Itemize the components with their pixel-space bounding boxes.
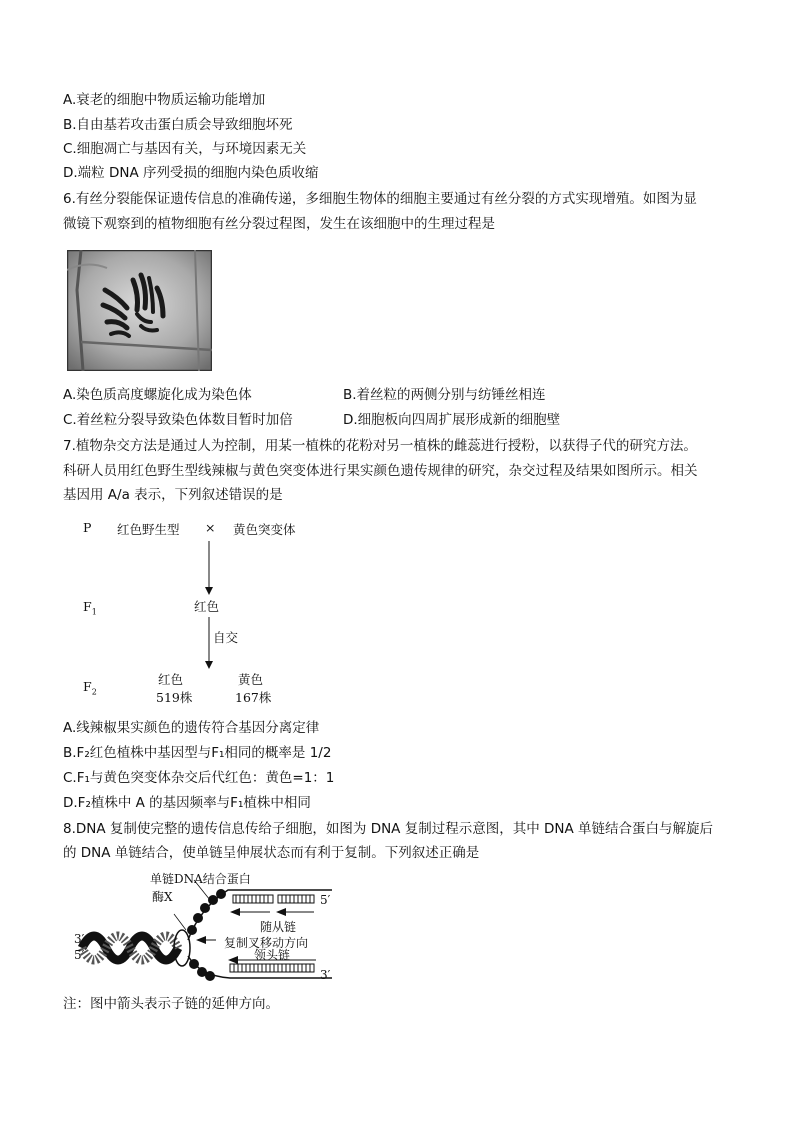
q5-option-b: B.自由基若攻击蛋白质会导致细胞坏死 (63, 117, 293, 133)
ssb-label: 单链DNA结合蛋白 (150, 872, 251, 886)
f2-yellow-count: 167株 (235, 690, 272, 705)
double-helix (82, 936, 178, 960)
cross-diagram (75, 515, 305, 707)
q5-option-c: C.细胞凋亡与基因有关，与环境因素无关 (63, 141, 307, 157)
q7-option-c: C.F₁与黄色突变体杂交后代红色：黄色=1：1 (63, 770, 335, 786)
q7-option-d: D.F₂植株中 A 的基因频率与F₁植株中相同 (63, 795, 311, 811)
q8-figure-note: 注：图中箭头表示子链的延伸方向。 (63, 996, 279, 1012)
q6-option-d: D.细胞板向四周扩展形成新的细胞壁 (343, 412, 561, 428)
end-5prime-left: 5′ (74, 948, 85, 962)
f2-yellow-label: 黄色 (238, 672, 264, 687)
f1-phenotype-red: 红色 (194, 599, 220, 614)
f2-red-count: 519株 (156, 690, 193, 705)
q6-stem-line1: 6.有丝分裂能保证遗传信息的准确传递，多细胞生物体的细胞主要通过有丝分裂的方式实现增殖。如图为显 (63, 191, 697, 207)
f2-red-label: 红色 (158, 672, 184, 687)
q7-stem-line2: 科研人员用红色野生型线辣椒与黄色突变体进行果实颜色遗传规律的研究，杂交过程及结果如图所示。相关 (63, 463, 698, 479)
q5-option-d: D.端粒 DNA 序列受损的细胞内染色质收缩 (63, 165, 319, 181)
cross-arrows-svg (75, 515, 305, 707)
q8-stem-line2: 的 DNA 单链结合，使单链呈伸展状态而有利于复制。下列叙述正确是 (63, 845, 480, 861)
end-3prime-left: 3′ (74, 932, 85, 946)
micrograph-cell-image (67, 250, 212, 371)
q7-option-b: B.F₂红色植株中基因型与F₁相同的概率是 1/2 (63, 745, 332, 761)
parent-red-wildtype: 红色野生型 (117, 522, 180, 537)
leading-strand-label: 领头链 (254, 948, 291, 962)
end-3prime-bottom-right: 3′ (320, 968, 331, 982)
q7-option-a: A.线辣椒果实颜色的遗传符合基因分离定律 (63, 720, 320, 736)
end-5prime-top-right: 5′ (320, 893, 331, 907)
enzyme-x-label: 酶X (152, 890, 173, 904)
micrograph-svg (67, 250, 212, 371)
generation-p-label: P (83, 520, 92, 535)
dna-replication-diagram (70, 868, 345, 986)
q7-stem-line1: 7.植物杂交方法是通过人为控制，用某一植株的花粉对另一植株的雌蕊进行授粉，以获得子代的研究方法。 (63, 438, 697, 454)
generation-f2-label: $F_2$ (83, 679, 97, 697)
q6-option-c: C.着丝粒分裂导致染色体数目暂时加倍 (63, 412, 293, 428)
q7-stem-line3: 基因用 A/a 表示，下列叙述错误的是 (63, 487, 283, 503)
parent-yellow-mutant: 黄色突变体 (233, 522, 296, 537)
generation-f1-label: $F_1$ (83, 599, 97, 617)
q6-option-b: B.着丝粒的两侧分别与纺锤丝相连 (343, 387, 546, 403)
q6-stem-line2: 微镜下观察到的植物细胞有丝分裂过程图，发生在该细胞中的生理过程是 (63, 216, 495, 232)
q5-option-a: A.衰老的细胞中物质运输功能增加 (63, 92, 266, 108)
q6-option-a: A.染色质高度螺旋化成为染色体 (63, 387, 252, 403)
fork-direction-label: 复制叉移动方向 (224, 936, 309, 950)
q8-stem-line1: 8.DNA 复制使完整的遗传信息传给子细胞，如图为 DNA 复制过程示意图，其中 DNA 单链结合蛋白与解旋后 (63, 821, 714, 837)
selfing-label: 自交 (213, 630, 239, 645)
lagging-strand-label: 随从链 (260, 920, 297, 934)
cross-symbol: × (205, 520, 216, 535)
